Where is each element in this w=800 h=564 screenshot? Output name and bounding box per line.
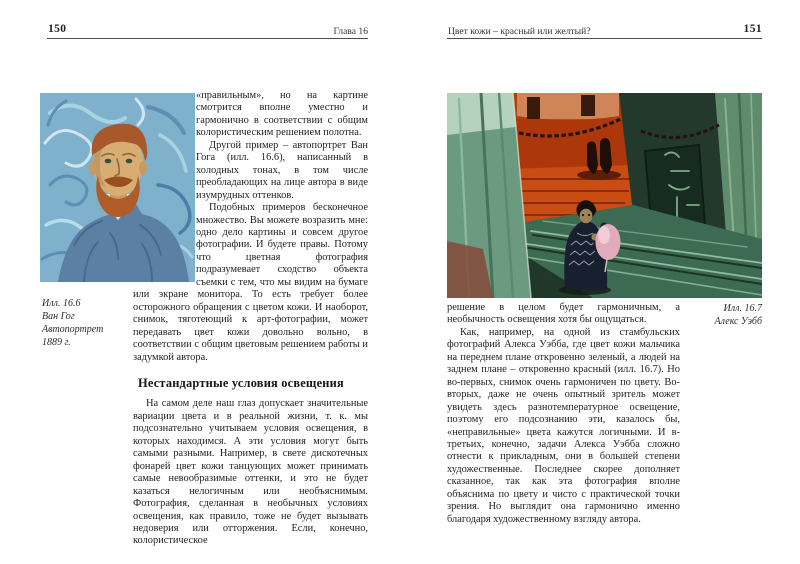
header-rule-right bbox=[447, 38, 762, 39]
section-heading: Нестандартные условия освещения bbox=[138, 375, 344, 390]
caption-line: Алекс Уэбб bbox=[714, 316, 762, 327]
paragraph-continuation: «правильным», но на картине смотрится вполне уместно и гармонично в соответствии с общим колористическим решением полотна. bbox=[196, 90, 368, 139]
paragraph-continuation: решение в целом будет гармоничным, а необычность освещения хотя бы ощущаться. bbox=[447, 302, 680, 326]
caption-line: Автопортрет bbox=[42, 324, 104, 335]
header-rule-left bbox=[47, 38, 368, 39]
caption-line: Ван Гог bbox=[42, 311, 75, 322]
running-head-section: Цвет кожи – красный или желтый? bbox=[448, 26, 591, 37]
caption-line: 1889 г. bbox=[42, 337, 71, 348]
caption-line: Илл. 16.7 bbox=[723, 303, 762, 314]
paragraph: Как, например, на одной из стамбульских фотографий Алекса Уэбба, где цвет кожи мальчика на переднем плане откровенно зеленый, а людей на заднем плане – откровенно красный (илл. 16.7). Но во-первых, снимок очень гармоничен по цвету. Во-вторых, даже не очень опытный зритель может увидеть здесь разнотемпературное освещение, поэтому его подсознанию эти, казалось бы, «неправильные» цвета кажутся логичными. И в-третьих, конечно, задачи Алекса Уэбба сложно отнести к прикладным, они в большей степени художественные. Последнее скорее дополняет сказанное, так как эта фотография вполне объяснима по цвету и чисто с практической точки зрения. Но выглядит она гармонично именно благодаря художественному взгляду автора. bbox=[447, 326, 680, 525]
caption-line: Илл. 16.6 bbox=[42, 298, 81, 309]
page-number-left: 150 bbox=[48, 23, 67, 35]
alex-webb-photo-figure bbox=[447, 93, 762, 298]
paragraph: Подобных примеров бесконечное множество. Вы можете возразить мне: одно дело картины и совсем другое фотографии. И будете правы. Потому что цветная фотография подразумевает сходство объекта съемки с тем, что мы видим на бумаге или экране монитора. То есть требует более осторожного обращения с цветом кожи. И наоборот, снимок, тяготеющий к арт-фотографии, может передавать цвет кожи довольно вольно, в соответствии с общим цветовым решением работы и задумкой автора. bbox=[133, 202, 368, 363]
page-number-right: 151 bbox=[743, 23, 762, 35]
image-wrap-spacer bbox=[133, 90, 196, 282]
alex-webb-photo bbox=[447, 93, 762, 298]
figure-caption-16-6 bbox=[42, 297, 134, 349]
paragraph: Другой пример – автопортрет Ван Гога (илл. 16.6), написанный в холодных тонах, в том числе преобладающих на лице автора в виде изумрудных оттенков. bbox=[196, 139, 368, 201]
left-page-text-column bbox=[133, 90, 368, 548]
running-head-chapter: Глава 16 bbox=[333, 26, 368, 37]
right-page-text-column bbox=[447, 302, 680, 526]
paragraph: На самом деле наш глаз допускает значительные вариации цвета и в реальной жизни, т. к. мы подсознательно учитываем условия освещения, в которых находимся. А эти условия могут быть самыми разными. Например, в свете дискотечных фонарей цвет кожи танцующих может принимать самые невообразимые оттенки, и это не будет казаться нелогичным или необъяснимым. Фотография, сделанная в необычных условиях освещения, как правило, тоже не будет вызывать недоверия или отторжения. Если, конечно, колористическое bbox=[133, 398, 368, 547]
